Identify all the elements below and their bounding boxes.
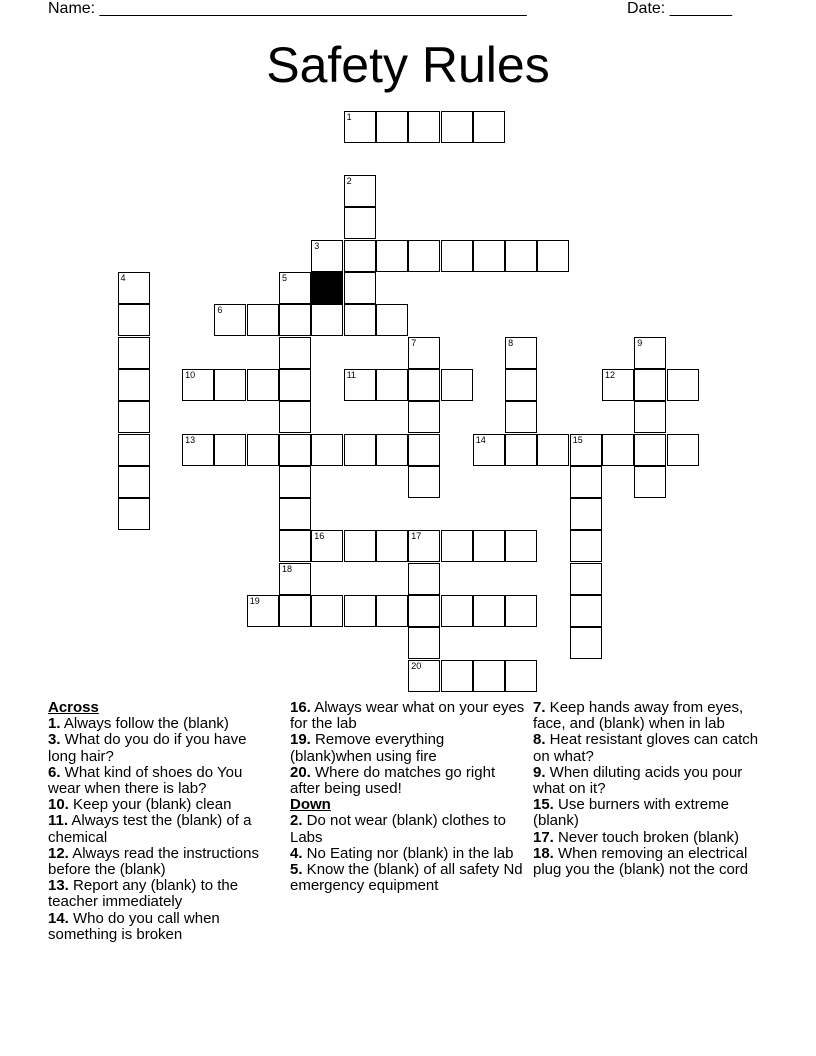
grid-cell[interactable] [408,563,440,595]
grid-cell[interactable] [505,530,537,562]
grid-cell[interactable] [376,240,408,272]
grid-cell[interactable] [279,498,311,530]
clue-across-12: 12. Always read the instructions before the (blank) [48,844,259,879]
clue-across-10: 10. Keep your (blank) clean [48,796,232,814]
clue-number: 12 [605,369,616,380]
grid-cell[interactable] [247,304,279,336]
grid-cell[interactable] [279,530,311,562]
name-label: Name: ________________________________________________ [48,0,527,17]
grid-cell[interactable] [441,240,473,272]
grid-cell[interactable] [441,660,473,692]
clue-across-13: 13. Report any (blank) to the teacher immediately [48,877,239,911]
grid-cell[interactable] [505,434,537,466]
grid-cell[interactable] [505,401,537,433]
grid-cell[interactable] [667,434,699,466]
across-heading: Across [48,699,99,716]
clue-number: 15 [572,434,583,445]
grid-cell[interactable] [408,240,440,272]
grid-cell[interactable] [570,563,602,595]
grid-cell[interactable] [473,595,505,627]
clue-number: 11 [346,369,356,380]
grid-cell[interactable] [118,498,150,530]
grid-cell[interactable] [279,563,311,595]
clue-number: 20 [411,660,422,671]
clue-number: 14 [475,434,486,445]
date-label: Date: _______ [627,0,732,17]
date-line[interactable]: _______ [669,0,732,17]
grid-cell[interactable] [570,434,602,466]
grid-cell[interactable] [344,595,376,627]
clues-column-1 [48,700,278,943]
grid-cell[interactable] [344,175,376,207]
grid-cell[interactable] [473,434,505,466]
grid-cell[interactable] [376,434,408,466]
grid-cell[interactable] [473,111,505,143]
clue-down-9: 9. When diluting acids you pour what on it? [533,763,743,798]
grid-cell[interactable] [602,369,634,401]
grid-cell[interactable] [634,466,666,498]
clue-down-18: 18. When removing an electrical plug you the (blank) not the cord [533,844,749,879]
grid-cell[interactable] [408,434,440,466]
clue-across-16: 16. Always wear what on your eyes for the lab [290,699,525,733]
grid-cell[interactable] [408,627,440,659]
grid-cell[interactable] [279,434,311,466]
grid-cell[interactable] [667,369,699,401]
clue-number: 10 [185,369,196,380]
grid-cell[interactable] [473,660,505,692]
grid-cell[interactable] [408,530,440,562]
clue-number: 8 [508,337,514,348]
grid-cell[interactable] [570,530,602,562]
grid-cell[interactable] [344,530,376,562]
grid-cell[interactable] [118,369,150,401]
clue-number: 4 [120,273,126,283]
grid-cell[interactable] [118,466,150,498]
grid-cell[interactable] [182,369,214,401]
grid-cell[interactable] [570,595,602,627]
grid-cell[interactable] [537,434,569,466]
clue-down-2: 2. Do not wear (blank) clothes to Labs [290,812,506,846]
down-heading: Down [290,796,331,814]
grid-cell[interactable] [118,304,150,336]
grid-cell[interactable] [505,660,537,692]
grid-cell[interactable] [247,595,279,627]
grid-cell[interactable] [279,304,311,336]
clue-number: 6 [217,305,223,316]
grid-cell[interactable] [279,272,311,304]
grid-cell[interactable] [634,401,666,433]
grid-cell[interactable] [214,369,246,401]
grid-cell[interactable] [118,337,150,369]
grid-cell[interactable] [247,369,279,401]
grid-cell[interactable] [441,111,473,143]
clue-across-11: 11. Always test the (blank) of a chemical [48,812,252,846]
page-title: Safety Rules [266,37,550,93]
grid-cell[interactable] [376,111,408,143]
grid-cell[interactable] [505,369,537,401]
grid-cell[interactable] [376,304,408,336]
grid-cell[interactable] [279,369,311,401]
grid-cell[interactable] [118,434,150,466]
grid-cell[interactable] [634,434,666,466]
clue-across-6: 6. What kind of shoes do You wear when there is lab? [48,763,243,798]
grid-cell[interactable] [505,337,537,369]
clue-number: 16 [314,531,325,542]
clues-column-2 [290,700,528,894]
clue-down-15: 15. Use burners with extreme (blank) [533,796,729,830]
clue-number: 19 [249,596,260,606]
grid-cell[interactable] [279,337,311,369]
grid-cell[interactable] [279,401,311,433]
grid-cell[interactable] [247,434,279,466]
grid-cell[interactable] [344,369,376,401]
grid-cell[interactable] [279,595,311,627]
clue-down-5: 5. Know the (blank) of all safety Nd emergency equipment [290,861,523,895]
grid-cell[interactable] [118,272,150,304]
grid-cell[interactable] [570,498,602,530]
grid-cell[interactable] [376,595,408,627]
grid-cell[interactable] [214,434,246,466]
clue-number: 9 [637,337,643,348]
grid-cell[interactable] [505,240,537,272]
clue-down-7: 7. Keep hands away from eyes, face, and (blank) when in lab [533,699,744,733]
clue-down-4: 4. No Eating nor (blank) in the lab [290,844,514,862]
grid-cell[interactable] [441,369,473,401]
grid-cell[interactable] [570,627,602,659]
black-cell [311,272,343,304]
clue-number: 1 [346,111,352,122]
grid-cell[interactable] [182,434,214,466]
grid-cell[interactable] [311,240,343,272]
name-line[interactable]: ________________________________________________ [99,0,527,17]
grid-cell[interactable] [408,111,440,143]
grid-cell[interactable] [279,466,311,498]
grid-cell[interactable] [537,240,569,272]
clue-across-14: 14. Who do you call when something is broken [48,909,220,943]
grid-cell[interactable] [311,530,343,562]
grid-cell[interactable] [441,530,473,562]
grid-cell[interactable] [408,369,440,401]
grid-cell[interactable] [376,530,408,562]
clue-number: 17 [411,531,422,542]
grid-cell[interactable] [441,595,473,627]
clue-across-3: 3. What do you do if you have long hair? [48,731,247,765]
grid-cell[interactable] [408,337,440,369]
grid-cell[interactable] [344,272,376,304]
grid-cell[interactable] [118,401,150,433]
clue-across-19: 19. Remove everything (blank)when using fire [290,731,445,765]
grid-cell[interactable] [408,595,440,627]
clue-number: 2 [346,176,352,187]
grid-cell[interactable] [214,304,246,336]
clue-number: 13 [185,434,196,445]
grid-cell[interactable] [344,304,376,336]
grid-cell[interactable] [344,434,376,466]
grid-cell[interactable] [344,240,376,272]
grid-cell[interactable] [344,207,376,239]
grid-cell[interactable] [473,530,505,562]
grid-cell[interactable] [344,111,376,143]
clue-down-17: 17. Never touch broken (blank) [533,828,739,846]
grid-cell[interactable] [311,434,343,466]
clue-down-8: 8. Heat resistant gloves can catch on what? [533,731,759,765]
grid-cell[interactable] [408,466,440,498]
clues-column-3 [533,700,768,878]
grid-cell[interactable] [311,304,343,336]
clue-number: 3 [314,240,320,251]
grid-cell[interactable] [408,401,440,433]
grid-cell[interactable] [634,337,666,369]
grid-cell[interactable] [634,369,666,401]
grid-cell[interactable] [408,660,440,692]
grid-cell[interactable] [505,595,537,627]
grid-cell[interactable] [602,434,634,466]
clue-number: 18 [282,563,293,574]
clue-across-1: 1. Always follow the (blank) [48,715,229,733]
clue-number: 7 [411,337,417,348]
clue-number: 5 [282,273,288,283]
grid-cell[interactable] [473,240,505,272]
grid-cell[interactable] [311,595,343,627]
clue-across-20: 20. Where do matches go right after being used! [290,763,496,798]
grid-cell[interactable] [376,369,408,401]
grid-cell[interactable] [570,466,602,498]
